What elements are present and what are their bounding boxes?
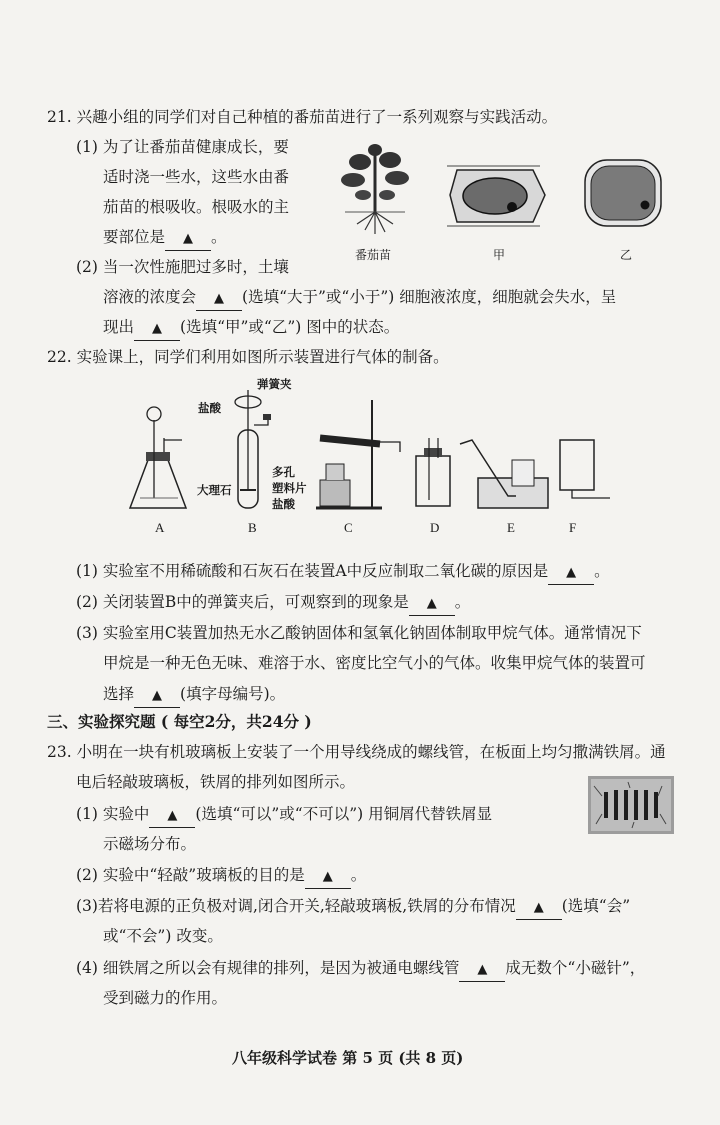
q22-p3-line1: (3) 实验室用C装置加热无水乙酸钠固体和氢氧化钠固体制取甲烷气体。通常情况下 [76,624,642,642]
caption-yi: 乙 [620,248,633,262]
q21-p1-line1: (1) 为了让番茄苗健康成长，要 [76,138,289,156]
answer-blank[interactable]: ▲ [196,286,242,311]
answer-blank[interactable]: ▲ [548,560,594,585]
apparatus-d-illustration [416,438,450,506]
apparatus-a-illustration [130,407,186,508]
q23-p3-line2: 或“不会”) 改变。 [103,927,223,945]
tomato-seedling-illustration [341,144,409,234]
caption-jia: 甲 [493,248,506,262]
q22-p3-line3: 选择 ▲ (填字母编号)。 [103,683,285,708]
apparatus-b-illustration [235,390,271,508]
answer-blank[interactable]: ▲ [516,895,562,920]
q23-p1-line2: 示磁场分布。 [103,835,197,853]
q23-p2: (2) 实验中“轻敲”玻璃板的目的是 ▲ 。 [76,864,366,889]
apparatus-c-illustration [316,400,400,508]
q23-stem-line1: 23. 小明在一块有机玻璃板上安装了一个用导线绕成的螺线管，在板面上均匀撒满铁屑。通 [47,743,666,761]
label-a: A [155,520,165,535]
answer-blank[interactable]: ▲ [134,316,180,341]
q21-p2-line1: (2) 当一次性施肥过多时，土壤 [76,258,289,276]
label-b: B [248,520,257,535]
answer-blank[interactable]: ▲ [134,683,180,708]
answer-blank[interactable]: ▲ [305,864,351,889]
label-plastic: 塑料片 [272,481,307,495]
q21-p2-line3: 现出 ▲ (选填“甲”或“乙”) 图中的状态。 [103,316,399,341]
q23-stem-line2: 电后轻敲玻璃板，铁屑的排列如图所示。 [76,773,356,791]
answer-blank[interactable]: ▲ [459,957,505,982]
label-c: C [344,520,353,535]
q23-p3-line1: (3)若将电源的正负极对调,闭合开关,轻敲玻璃板,铁屑的分布情况 ▲ (选填“会” [76,895,630,920]
cell-jia-illustration [447,166,545,226]
cell-yi-illustration [585,160,661,226]
caption-tomato-seedling: 番茄苗 [355,248,392,262]
q21-figure [335,140,675,250]
q23-p1-line1: (1) 实验中 ▲ (选填“可以”或“不可以”) 用铜屑代替铁屑显 [76,803,492,828]
page-footer: 八年级科学试卷 第 5 页 (共 8 页) [232,1049,464,1067]
q21-stem: 21. 兴趣小组的同学们对自己种植的番茄苗进行了一系列观察与实践活动。 [47,108,558,126]
label-spring-clip: 弹簧夹 [257,377,292,391]
label-marble: 大理石 [197,483,232,497]
q21-p1-line3: 茄苗的根吸收。根吸水的主 [103,198,290,216]
iron-filings-solenoid-photo [588,776,674,834]
q23-p4-line1: (4) 细铁屑之所以会有规律的排列，是因为被通电螺线管 ▲ 成无数个“小磁针”， [76,957,645,982]
q22-p1: (1) 实验室不用稀硫酸和石灰石在装置A中反应制取二氧化碳的原因是 ▲ 。 [76,560,610,585]
q22-p2: (2) 关闭装置B中的弹簧夹后，可观察到的现象是 ▲ 。 [76,591,470,616]
apparatus-f-illustration [560,440,610,498]
section3-heading: 三、实验探究题 ( 每空2分，共24分 ) [47,712,312,731]
label-d: D [430,520,440,535]
gas-apparatus-figure [120,380,610,520]
answer-blank[interactable]: ▲ [165,226,211,251]
label-e: E [507,520,515,535]
q21-p1-line4: 要部位是 ▲ 。 [103,226,227,251]
label-hcl-top: 盐酸 [198,401,221,415]
answer-blank[interactable]: ▲ [149,803,195,828]
q21-p1-line2: 适时浇一些水，这些水由番 [103,168,290,186]
q23-p4-line2: 受到磁力的作用。 [103,989,228,1007]
q21-p2-line2: 溶液的浓度会 ▲ (选填“大于”或“小于”) 细胞液浓度，细胞就会失水，呈 [103,286,616,311]
label-f: F [569,520,577,535]
q22-stem: 22. 实验课上，同学们利用如图所示装置进行气体的制备。 [47,348,449,366]
q22-p3-line2: 甲烷是一种无色无味、难溶于水、密度比空气小的气体。收集甲烷气体的装置可 [103,654,646,672]
label-porous: 多孔 [272,465,295,479]
label-hcl-bottom: 盐酸 [272,497,295,511]
apparatus-e-illustration [460,440,548,508]
answer-blank[interactable]: ▲ [409,591,455,616]
